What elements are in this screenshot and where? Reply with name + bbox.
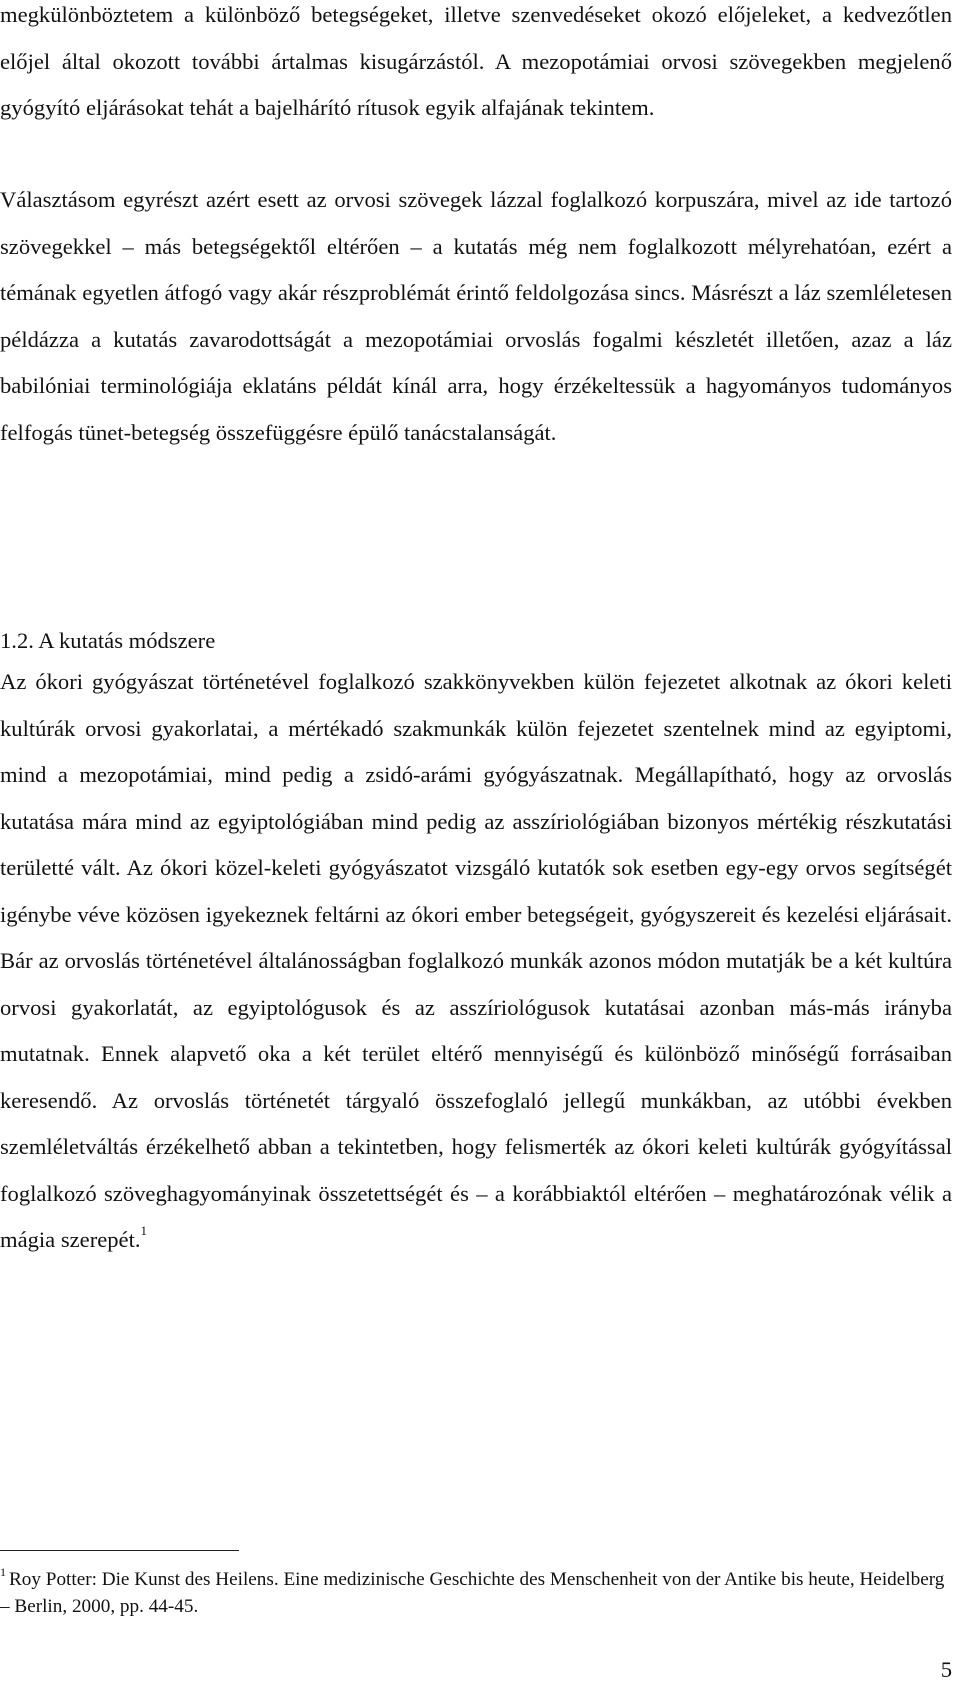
footnote xyxy=(0,1566,952,1620)
method-paragraph-text: Az ókori gyógyászat történetével foglalkozó szakkönyvekben külön fejezetet alkotnak az ókori keleti kultúrák orvosi gyakorlatai, a mértékadó szakmunkák külön fejezetet szentelnek mind az egyiptomi, mind a mezopotámiai, mind pedig a zsidó-arámi gyógyászatnak. Megállapítható, hogy az orvoslás kutatása mára mind az egyiptológiában mind pedig az asszíriológiában bizonyos mértékig részkutatási területté vált. Az ókori közel-keleti gyógyászatot vizsgáló kutatók sok esetben egy-egy orvos segítségét igénybe véve közösen igyekeznek feltárni az ókori ember betegségeit, gyógyszereit és kezelési eljárásait. Bár az orvoslás történetével általánosságban foglalkozó munkák azonos módon mutatják be a két kultúra orvosi gyakorlatát, az egyiptológusok és az asszíriológusok kutatásai azonban más-más irányba mutatnak. Ennek alapvető oka a két terület eltérő mennyiségű és különböző minőségű forrásaiban keresendő. Az orvoslás történetét tárgyaló összefoglaló jellegű munkákban, az utóbbi években szemléletváltás érzékelhető abban a tekintetben, hogy felismerték az ókori keleti kultúrák gyógyítással foglalkozó szöveghagyományinak összetettségét és – a korábbiaktól eltérően – meghatározónak vélik a mágia szerepét. xyxy=(0,669,952,1252)
intro-paragraph-end: megkülönböztetem a különböző betegségeket, illetve szenvedéseket okozó előjeleket, a kedvezőtlen előjel által okozott további ártalmas kisugárzástól. A mezopotámiai orvosi szövegekben megjelenő gyógyító eljárásokat tehát a bajelhárító rítusok egyik alfajának tekintem. xyxy=(0,2,952,120)
footnote-divider xyxy=(0,1550,239,1551)
section-heading: 1.2. A kutatás módszere xyxy=(0,628,216,653)
footnote-number: 1 xyxy=(0,1564,6,1579)
method-paragraph xyxy=(0,659,952,1264)
footnote-reference[interactable]: 1 xyxy=(140,1223,148,1239)
footnote-text: Roy Potter: Die Kunst des Heilens. Eine medizinische Geschichte des Menschenheit von der Antike bis heute, Heidelberg – Berlin, 2000, pp. 44-45. xyxy=(0,1569,945,1617)
page-number: 5 xyxy=(940,1657,952,1682)
topic-choice-paragraph: Választásom egyrészt azért esett az orvosi szövegek lázzal foglalkozó korpuszára, mivel az ide tartozó szövegekkel – más betegségektől eltérően – a kutatás még nem foglalkozott mélyrehatóan, ezért a témának egyetlen átfogó vagy akár részproblémát érintő feldolgozása sincs. Másrészt a láz szemléletesen példázza a kutatás zavarodottságát a mezopotámiai orvoslás fogalmi készletét illetően, azaz a láz babilóniai terminológiája eklatáns példát kínál arra, hogy érzékeltessük a hagyományos tudományos felfogás tünet-betegség összefüggésre épülő tanácstalanságát. xyxy=(0,187,952,445)
